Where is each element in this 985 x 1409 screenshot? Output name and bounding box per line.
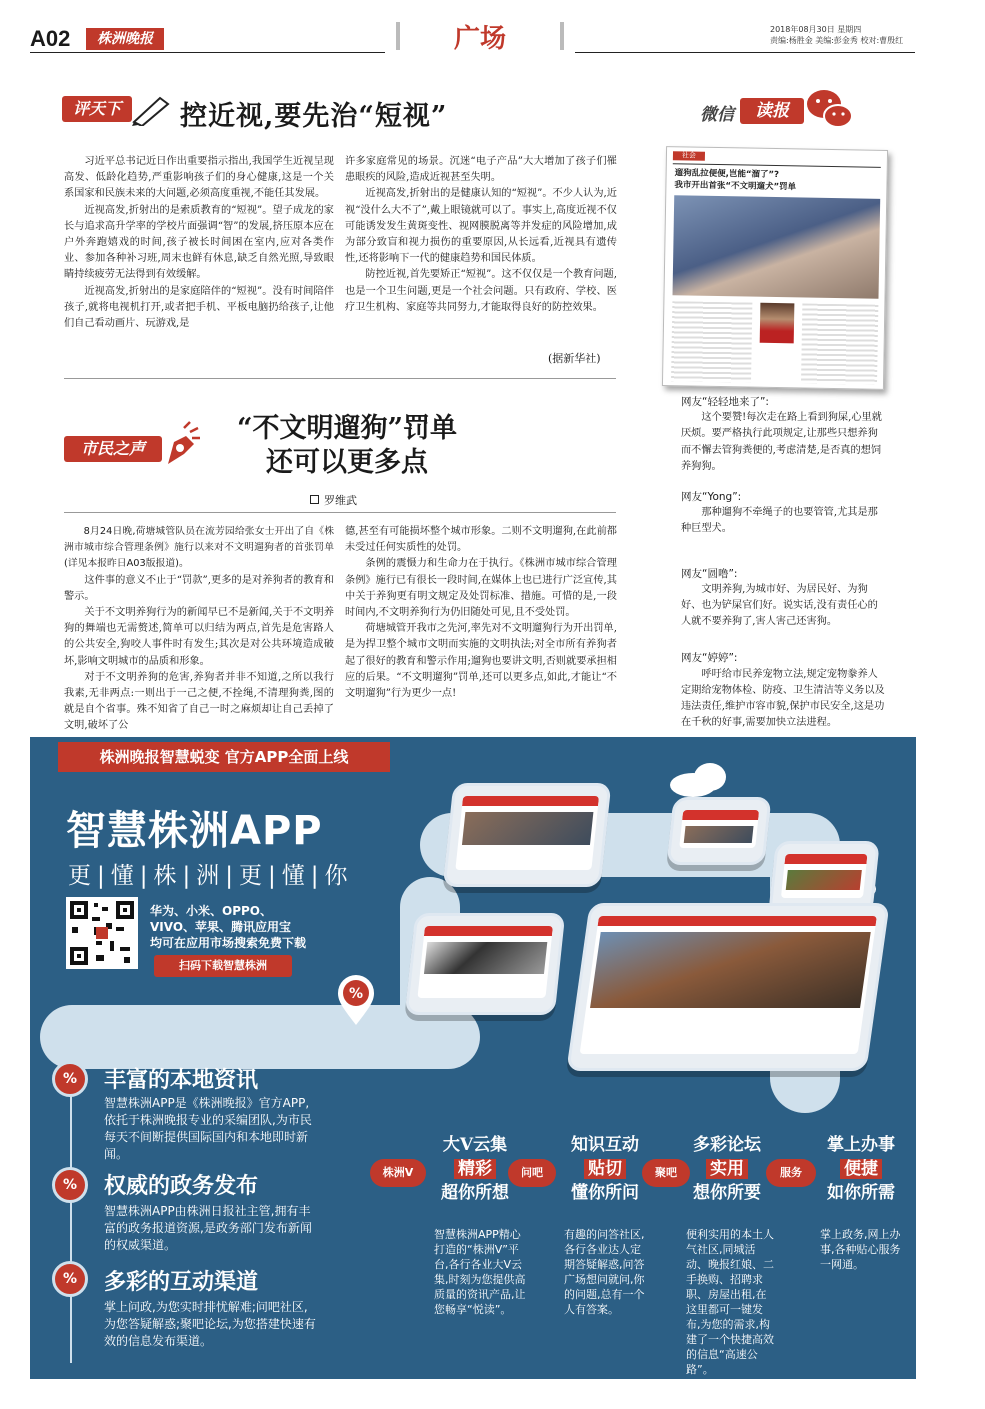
phone-mockup-main bbox=[566, 903, 890, 1071]
voice-headline-line-2: 还可以更多点 bbox=[266, 447, 428, 478]
column-heading bbox=[560, 1133, 650, 1205]
column-l3: 懂你所问 bbox=[571, 1183, 639, 1203]
comment-text: 这个要赞!每次走在路上看到狗屎,心里就厌烦。要严格执行此项规定,让那些只想养狗而不懈去管狗粪便的,考虑清楚,是否真的想饲养狗狗。 bbox=[681, 412, 882, 472]
comment-user: 网友“婷婷”: bbox=[681, 652, 738, 665]
column-heading bbox=[682, 1133, 772, 1205]
comment-text: 那种遛狗不牵绳子的也要管管,尤其是那种巨型犬。 bbox=[681, 507, 878, 535]
pill-zhuzhou-v: 株洲V bbox=[370, 1159, 426, 1187]
feature-title: 权威的政务发布 bbox=[104, 1174, 259, 1199]
column-text: 有趣的问答社区,各行各业达人定期答疑解惑,问答广场想问就问,你的问题,总有一个人有答案。 bbox=[564, 1228, 645, 1316]
voice-rule bbox=[64, 512, 616, 513]
mini-photo bbox=[673, 195, 881, 299]
column-l1: 大V云集 bbox=[442, 1135, 508, 1155]
voice-column-2 bbox=[345, 524, 617, 702]
paragraph: 关于不文明养狗行为的新闻早已不是新闻,关于不文明养狗的舞端也无需赘述,简单可以归结为两点,首先是危害路人的公共安全,狗咬人事件时有发生;其次是对公共环境造成破坏,影响文明城市的品质和形象。 bbox=[64, 607, 334, 667]
editorial-column-1 bbox=[64, 154, 334, 332]
mini-headline: 遛狗乱拉便便,岂能“溜了”? 我市开出首张“不文明遛犬”罚单 bbox=[674, 168, 797, 193]
paragraph: 条例的震慑力和生命力在于执行。《株洲市城市综合管理条例》施行已有很长一段时间,在媒体上也已进行广泛宣传,其中关于养狗更有明文规定及处罚标准、措施。可惜的是,一段时间内,不文明养狗行为仍旧随处可见,且不受处罚。 bbox=[345, 558, 617, 619]
mini-page-clipping bbox=[662, 146, 888, 390]
paragraph: 荷塘城管开我市之先河,率先对不文明遛狗行为开出罚单,是为捍卫整个城市文明而实施的文明执法;对全市所有养狗者起了很好的教育和警示作用;遛狗也要讲文明,否则就要承担相应的后果。“不文明遛狗”罚单,还可以更多点,如此,才能让“不文明遛狗”行为更少一点! bbox=[345, 623, 617, 700]
section-title: 广场 bbox=[453, 24, 506, 54]
feature-text: 智慧株洲APP是《株洲晚报》官方APP,依托于株洲晚报专业的采编团队,为市民每天不间断提供国际国内和本地即时新闻。 bbox=[104, 1096, 312, 1161]
paragraph: 近视高发,折射出的是健康认知的“短视”。不少人认为,近视“没什么大不了”,戴上眼镜就可以了。事实上,高度近视不仅可能诱发发生黄斑变性、视网膜脱离等并发症的风险增加,成为部分致盲和视力损伤的重要原因,从长远看,近视具有遗传性,还将影响下一代的健康趋势和国民体质。 bbox=[345, 188, 617, 265]
byline-square-icon bbox=[310, 495, 319, 504]
cloud-decoration bbox=[694, 763, 726, 791]
phone-mockup bbox=[405, 913, 566, 1015]
byline-author: 罗维武 bbox=[324, 494, 357, 507]
comment-user: 网友“圆噜”: bbox=[681, 567, 738, 580]
voice-column-1 bbox=[64, 524, 334, 735]
date-line: 2018年08月30日 星期四 bbox=[770, 25, 862, 34]
editorial-headline: 控近视,要先治“短视” bbox=[180, 101, 448, 132]
page-number: A02 bbox=[30, 26, 71, 51]
comment-item bbox=[681, 394, 887, 475]
editorial-column-2 bbox=[345, 154, 617, 316]
paragraph: 防控近视,首先要矫正“短视”。这不仅仅是一个教育问题,也是一个卫生问题,更是一个社会问题。只有政府、学校、医疗卫生机构、家庭等共同努力,才能取得良好的防控效果。 bbox=[345, 269, 617, 313]
scan-download-button[interactable]: 扫码下载智慧株洲 bbox=[154, 955, 292, 977]
paragraph: 德,甚至有可能损坏整个城市形象。二则不文明遛狗,在此前都未受过任何实质性的处罚。 bbox=[345, 526, 617, 554]
column-l1: 知识互动 bbox=[571, 1135, 639, 1155]
header-rule-left bbox=[30, 52, 385, 53]
header-divider-left bbox=[396, 22, 400, 50]
mini-text-block bbox=[801, 303, 878, 384]
app-slogan: 更|懂|株|洲|更|懂|你 bbox=[68, 863, 354, 889]
comment-item bbox=[681, 566, 887, 631]
megaphone-hand-icon bbox=[160, 418, 202, 470]
phone-mockup bbox=[666, 797, 771, 865]
app-advertisement bbox=[30, 737, 916, 1379]
feature-title: 丰富的本地资讯 bbox=[104, 1068, 259, 1093]
wechat-label: 微信 bbox=[700, 105, 734, 125]
wechat-read-label: 读报 bbox=[740, 98, 804, 124]
feature-percent-icon: % bbox=[52, 1261, 88, 1297]
paragraph: 许多家庭常见的场景。沉迷“电子产品”大大增加了孩子们罹患眼疾的风险,造成近视甚至失明。 bbox=[345, 156, 617, 184]
voice-kicker: 市民之声 bbox=[64, 436, 162, 462]
feature-percent-icon: % bbox=[52, 1167, 88, 1203]
feature-text: 智慧株洲APP由株洲日报社主管,拥有丰富的政务报道资源,是政务部门发布新闻的权威渠道。 bbox=[104, 1204, 312, 1252]
masthead-logo: 株洲晚报 bbox=[86, 28, 164, 50]
column-l1: 掌上办事 bbox=[827, 1135, 895, 1155]
paragraph: 习近平总书记近日作出重要指示指出,我国学生近视呈现高发、低龄化趋势,严重影响孩子们的身心健康,这是一个关系国家和民族未来的大问题,必须高度重视,不能任其发展。 bbox=[64, 156, 334, 200]
pill-wenba: 问吧 bbox=[508, 1159, 556, 1187]
mini-text-block bbox=[671, 301, 752, 382]
comment-text: 呼吁给市民养宠物立法,规定宠物豢养人定期给宠物体检、防疫、卫生清洁等义务以及违法责任,维护市容市貌,保护市民安全,这是功在千秋的好事,需要加快立法进程。 bbox=[681, 668, 885, 729]
column-l3: 如你所需 bbox=[827, 1183, 895, 1203]
byline bbox=[310, 492, 357, 508]
paragraph: 对于不文明养狗的危害,养狗者并非不知道,之所以我行我素,无非两点:一则出于一己之便,不拴绳,不清理狗粪,图的就是自个省事。殊不知省了自己一时之麻烦却让自己丢掉了文明,破坏了公 bbox=[64, 671, 334, 732]
column-l2: 精彩 bbox=[430, 1157, 520, 1181]
comment-user: 网友“轻轻地来了”: bbox=[681, 396, 769, 408]
percent-pin-icon bbox=[336, 975, 376, 1027]
pen-icon bbox=[128, 92, 172, 126]
qr-code-icon[interactable] bbox=[66, 897, 138, 969]
feature-text: 掌上问政,为您实时排忧解难;问吧社区,为您答疑解惑;聚吧论坛,为您搭建快速有效的信息发布渠道。 bbox=[104, 1300, 316, 1348]
store-list: 华为、小米、OPPO、 VIVO、苹果、腾讯应用宝 均可在应用市场搜索免费下载 bbox=[150, 904, 307, 950]
header-rule-right bbox=[575, 52, 915, 53]
column-heading bbox=[816, 1133, 906, 1205]
mini-page-section: 社会 bbox=[673, 151, 705, 161]
paragraph: 近视高发,折射出的是家庭陪伴的“短视”。没有时间陪伴孩子,就将电视机打开,或者把手机、平板电脑扔给孩子,让他们自己看动画片、玩游戏,是 bbox=[64, 285, 334, 330]
ad-banner: 株洲晚报智慧蜕变 官方APP全面上线 bbox=[58, 742, 390, 772]
wechat-logo-icon bbox=[804, 86, 854, 132]
pill-juba: 聚吧 bbox=[642, 1159, 690, 1187]
wechat-comments bbox=[681, 394, 887, 731]
lead-paragraph: 8月24日晚,荷塘城管队员在流芳园给张女士开出了自《株洲市城市综合管理条例》施行以来对不文明遛狗者的首张罚单(详见本报昨日A03版报道)。 bbox=[64, 526, 334, 570]
feature-percent-icon: % bbox=[52, 1061, 88, 1097]
editors-line: 责编:杨胜金 美编:彭金秀 校对:曹殷红 bbox=[770, 36, 904, 45]
column-heading bbox=[430, 1133, 520, 1205]
editorial-source: (据新华社) bbox=[548, 352, 601, 365]
voice-headline-line-1: “不文明遛狗”罚单 bbox=[236, 413, 458, 444]
column-l2: 实用 bbox=[682, 1157, 772, 1181]
percent-glyph: % bbox=[348, 986, 364, 1002]
timeline-line bbox=[70, 1067, 72, 1363]
comment-item bbox=[681, 650, 887, 731]
pill-service: 服务 bbox=[766, 1159, 816, 1187]
header-divider-right bbox=[560, 22, 564, 50]
column-l2: 便捷 bbox=[816, 1157, 906, 1181]
date-info bbox=[770, 24, 903, 46]
mini-portrait bbox=[760, 303, 795, 344]
column-text: 掌上政务,网上办事,各种贴心服务一网通。 bbox=[820, 1228, 901, 1271]
paragraph: 这件事的意义不止于“罚款”,更多的是对养狗者的教育和警示。 bbox=[64, 574, 334, 602]
feature-title: 多彩的互动渠道 bbox=[104, 1270, 259, 1295]
voice-headline bbox=[202, 412, 492, 480]
column-text: 智慧株洲APP精心打造的“株洲V”平台,各行各业大V云集,时刻为您提供高质量的资讯产品,让您畅享“悦读”。 bbox=[434, 1228, 526, 1316]
column-l3: 超你所想 bbox=[441, 1183, 509, 1203]
column-text: 便利实用的本土人气社区,同城活动、晚报红娘、二手换购、招聘求职、房屋出租,在这里都可一键发布,为您的需求,构建了一个快捷高效的信息“高速公路”。 bbox=[686, 1228, 774, 1376]
comment-item bbox=[681, 489, 887, 538]
phone-mockup bbox=[443, 783, 612, 887]
comment-text: 文明养狗,为城市好、为居民好、为狗好、也为铲屎官们好。说实话,没有责任心的人就不要养狗了,害人害己还害狗。 bbox=[681, 583, 878, 628]
column-l3: 想你所要 bbox=[693, 1183, 761, 1203]
paragraph: 近视高发,折射出的是索质教育的“短视”。望子成龙的家长与追求高升学率的学校片面强调“智”的发展,挤压原本应在户外奔跑嬉戏的时间,孩子被长时间困在室内,应对各类作业、参加各种补习班,周末也鲜有休息,缺乏自然光照,导致眼睛持续疲劳无法得到有效缓解。 bbox=[64, 204, 334, 281]
editorial-kicker: 评天下 bbox=[62, 96, 132, 122]
app-name: 智慧株洲APP bbox=[66, 808, 323, 854]
column-l2: 贴切 bbox=[560, 1157, 650, 1181]
editorial-rule bbox=[64, 378, 616, 379]
comment-user: 网友“Yong”: bbox=[681, 491, 742, 504]
column-l1: 多彩论坛 bbox=[693, 1135, 761, 1155]
